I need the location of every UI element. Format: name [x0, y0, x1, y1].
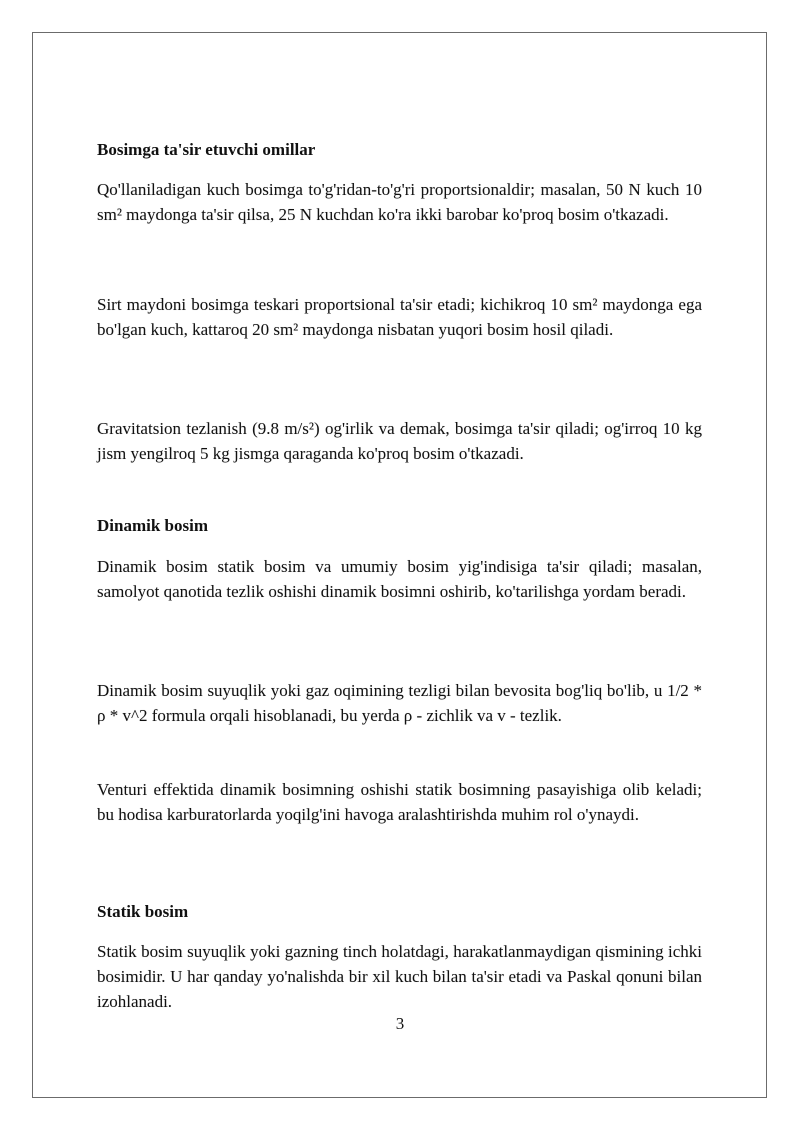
section-heading-factors: Bosimga ta'sir etuvchi omillar: [97, 140, 316, 159]
paragraph-venturi: Venturi effektida dinamik bosimning oshishi statik bosimning pasayishiga olib keladi; bu hodisa karburatorlarda yoqilg'ini havoga aralashtirishda muhim rol o'ynaydi.: [97, 780, 702, 824]
section-heading-static: Statik bosim: [97, 902, 189, 921]
section-heading-dynamic: Dinamik bosim: [97, 516, 208, 535]
page-number: 3: [395, 1014, 405, 1033]
paragraph-dynamic-total: Dinamik bosim statik bosim va umumiy bosim yig'indisiga ta'sir qiladi; masalan, samolyot qanotida tezlik oshishi dinamik bosimni oshirib, ko'tarilishga yordam beradi.: [97, 557, 702, 601]
paragraph-dynamic-formula: Dinamik bosim suyuqlik yoki gaz oqimining tezligi bilan bevosita bog'liq bo'lib, u 1/2 * ρ * v^2 formula orqali hisoblanadi, bu yerda ρ - zichlik va v - tezlik.: [97, 681, 702, 725]
paragraph-gravity: Gravitatsion tezlanish (9.8 m/s²) og'irlik va demak, bosimga ta'sir qiladi; og'irroq 10 kg jism yengilroq 5 kg jismga qaraganda ko'proq bosim o'tkazadi.: [97, 419, 702, 463]
paragraph-force: Qo'llaniladigan kuch bosimga to'g'ridan-to'g'ri proportsionaldir; masalan, 50 N kuch 10 sm² maydonga ta'sir qilsa, 25 N kuchdan ko'ra ikki barobar ko'proq bosim o'tkazadi.: [97, 180, 702, 224]
paragraph-static: Statik bosim suyuqlik yoki gazning tinch holatdagi, harakatlanmaydigan qismining ichki bosimidir. U har qanday yo'nalishda bir xil kuch bilan ta'sir etadi va Paskal qonuni bilan izohlanadi.: [97, 942, 702, 1011]
paragraph-area: Sirt maydoni bosimga teskari proportsional ta'sir etadi; kichikroq 10 sm² maydonga ega bo'lgan kuch, kattaroq 20 sm² maydonga nisbatan yuqori bosim hosil qiladi.: [97, 295, 702, 339]
